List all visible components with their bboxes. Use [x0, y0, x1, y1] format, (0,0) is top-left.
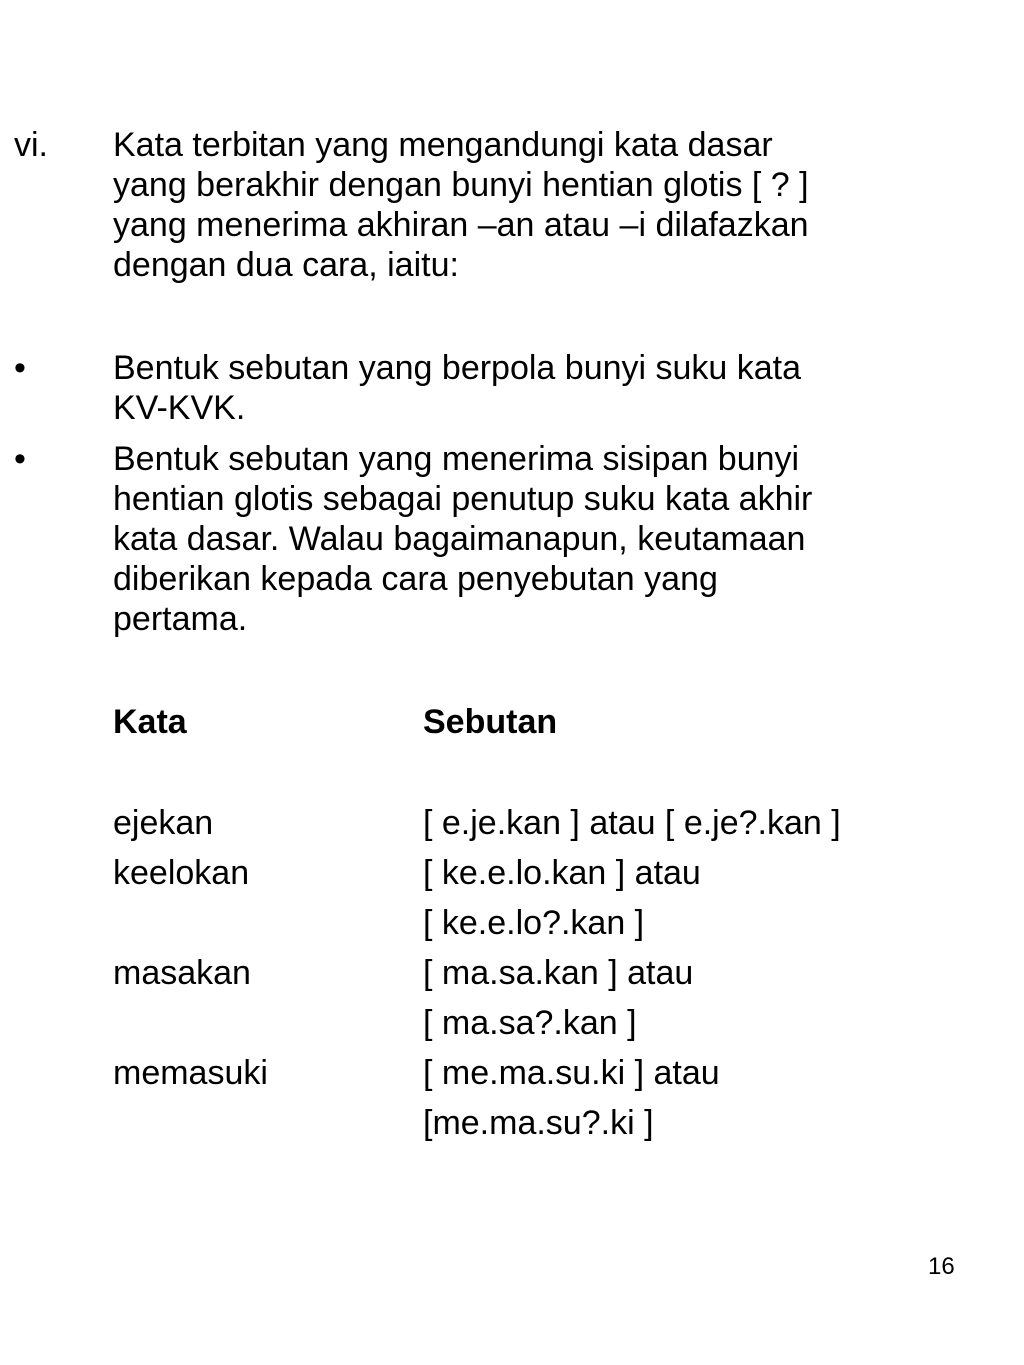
sebutan-cell: [ ke.e.lo?.kan ] [423, 904, 645, 942]
page-number: 16 [928, 1253, 955, 1280]
bullet-paragraph-1: Bentuk sebutan yang berpola bunyi suku kata KV-KVK. [113, 349, 802, 427]
kata-cell: keelokan [113, 854, 250, 892]
kata-cell: ejekan [113, 804, 214, 842]
bullet-marker: • [14, 349, 26, 387]
kata-cell: memasuki [113, 1054, 268, 1092]
table-header-sebutan: Sebutan [423, 703, 558, 741]
kata-cell: masakan [113, 954, 251, 992]
sebutan-cell: [ e.je.kan ] atau [ e.je?.kan ] [423, 804, 841, 842]
sebutan-cell: [ me.ma.su.ki ] atau [423, 1054, 720, 1092]
sebutan-cell: [ ma.sa?.kan ] [423, 1004, 637, 1042]
table-header-kata: Kata [113, 703, 187, 741]
roman-numeral-marker: vi. [14, 126, 48, 164]
bullet-marker: • [14, 440, 26, 478]
bullet-paragraph-2: Bentuk sebutan yang menerima sisipan bunyi hentian glotis sebagai penutup suku kata akhir kata dasar. Walau bagaimanapun, keutamaan diberikan kepada cara penyebutan yang pertama. [113, 440, 813, 638]
roman-paragraph: Kata terbitan yang mengandungi kata dasar yang berakhir dengan bunyi hentian glotis [ ? ] yang menerima akhiran –an atau –i dilafazkan dengan dua cara, iaitu: [113, 126, 809, 284]
sebutan-cell: [ ke.e.lo.kan ] atau [423, 854, 701, 892]
sebutan-cell: [ ma.sa.kan ] atau [423, 954, 694, 992]
sebutan-cell: [me.ma.su?.ki ] [423, 1104, 654, 1142]
